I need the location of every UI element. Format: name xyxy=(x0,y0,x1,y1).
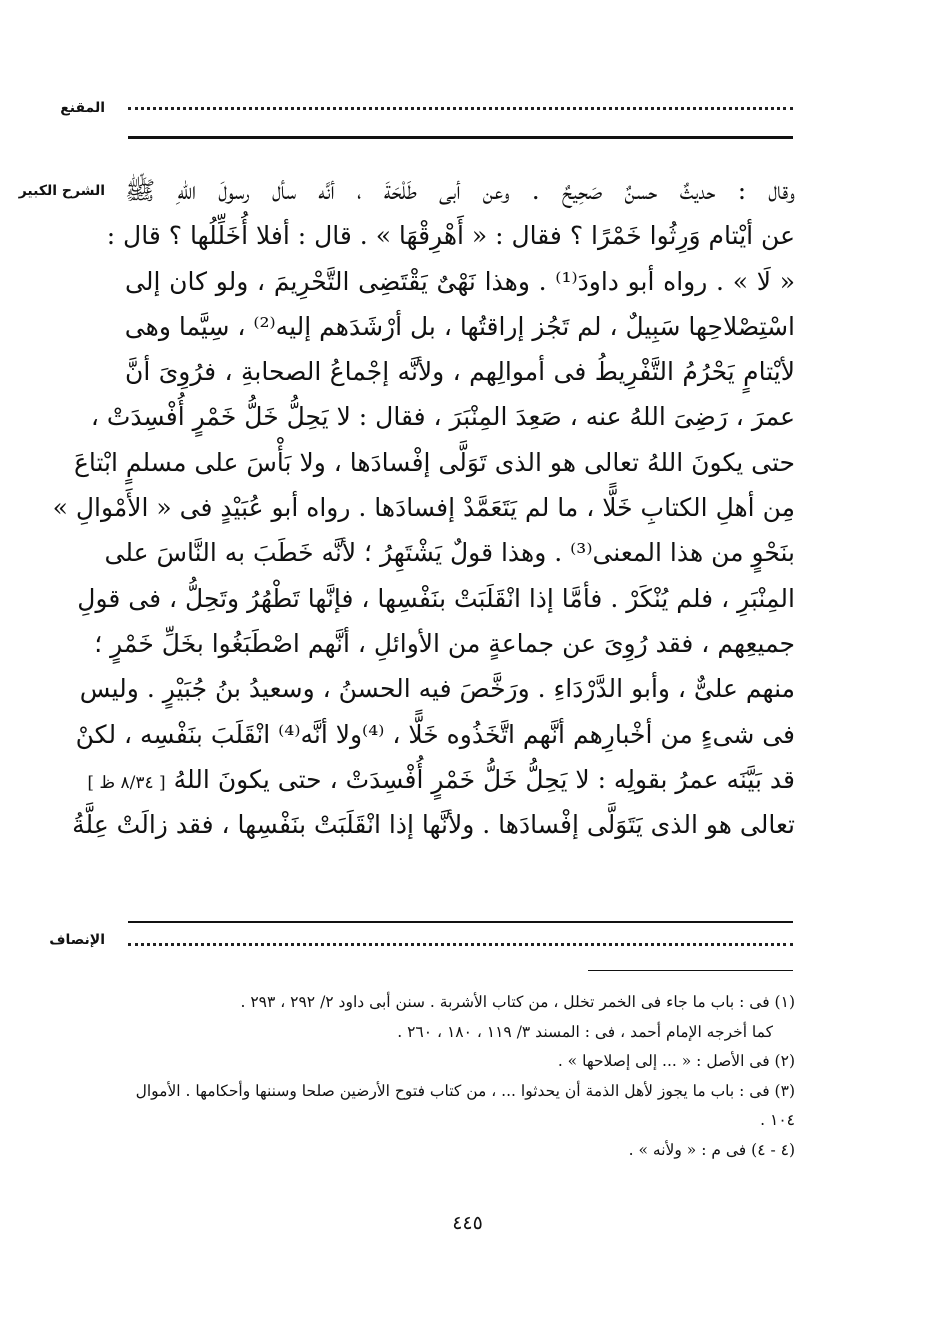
text-line: « لَا » . رواه أبو داودَ⁽¹⁾ . وهذا نَهْىٌ يَقْتَضِى التَّحْرِيمَ ، ولو كان إلى xyxy=(125,266,795,296)
text-line: اسْتِصْلاحِها سَبِيلٌ ، لم تَجُز إراقتُها ، بل أرْشَدَهم إليه⁽²⁾ ، سِيَّما وهى xyxy=(124,311,795,341)
bottom-dotted-line xyxy=(128,943,793,946)
text-line: عن أيْتام وَرِثُوا خَمْرًا ؟ فقال : « أَهْرِقْهَا » . قال : أفلا أُخَلِّلُها ؟ قال : xyxy=(106,221,795,251)
footnote: كما أخرجه الإمام أحمد ، فى : المسند ٣/ ١١٩ ، ١٨٠ ، ٢٦٠ . xyxy=(397,1022,773,1041)
footnote: (١) فى : باب ما جاء فى الخمر تخلل ، من كتاب الأشربة . سنن أبى داود ٢/ ٢٩٢ ، ٢٩٣ . xyxy=(240,993,795,1011)
bottom-side-label: الإنصاف xyxy=(49,932,105,948)
footnotes xyxy=(125,988,795,1165)
top-rule xyxy=(128,136,793,139)
text-line: لأيْتامٍ يَحْرُمُ التَّفْرِيطُ فى أموالِهم ، ولأنَّه إجْماعُ الصحابةِ ، فرُوِىَ أنَّ xyxy=(125,357,795,387)
text-line: تعالى هو الذى يَتَوَلَّى إفْسادَها . ولأنَّها إذا انْقَلَبَتْ بنَفْسِها ، فقد زالَتْ عِلَّةُ xyxy=(72,810,795,840)
text-line: عمرَ ، رَضِىَ اللهُ عنه ، صَعِدَ المِنْبَرَ ، فقال : لا يَحِلُّ خَلُّ خَمْرٍ أُفْسِدَتْ ، xyxy=(90,402,795,432)
text-line: المِنْبَرِ ، فلم يُنْكَرْ . فأمَّا إذا انْقَلَبَتْ بنَفْسِها ، فإنَّها تَطْهُرُ وتَحِلُّ ، فى قولِ xyxy=(77,583,795,613)
margin-reference: [ ٨/٣٤ ظ ] xyxy=(87,772,166,793)
top-dotted-line xyxy=(128,107,793,110)
bottom-rule xyxy=(128,921,793,923)
footnote: (٢) فى الأصل : « ... إلى إصلاحها » . xyxy=(557,1052,795,1070)
footnote: ١٠٤ . xyxy=(760,1111,795,1129)
footnote-separator xyxy=(588,970,793,971)
text-line: فى شىءٍ من أخْبارِهم أنَّهم اتَّخَذُوه خَلًّا ، ⁽⁴⁾ولا أنَّه⁽⁴⁾ انْقَلَبَ بنَفْسِه ، لكنْ xyxy=(75,719,795,749)
footnote: (٣) فى : باب ما يجوز لأهل الذمة أن يحدثوا ... ، من كتاب فتوح الأرضين صلحا وسننها وأحكامها . الأموال xyxy=(135,1081,795,1100)
text-line: بنَحْوٍ من هذا المعنى⁽³⁾ . وهذا قولٌ يَشْتَهِرُ ؛ لأنَّه خَطَبَ به النَّاسَ على xyxy=(104,538,795,568)
text-line: منهم علىٌّ ، وأبو الدَّرْدَاءِ . ورَخَّصَ فيه الحسنُ ، وسعيدُ بنُ جُبَيْرٍ . وليس xyxy=(79,674,795,704)
footnote: (٤ - ٤) فى م : « ولأنه » . xyxy=(628,1140,795,1159)
text-line xyxy=(87,757,795,802)
page-number: ٤٤٥ xyxy=(452,1212,483,1234)
text-line: مِن أهلِ الكتابِ خَلًّا ، ما لم يَتَعَمَّدْ إفسادَها . رواه أبو عُبَيْدٍ فى « الأَمْوالِ » xyxy=(52,493,795,523)
text-line: حتى يكونَ اللهُ تعالى هو الذى تَوَلَّى إفْسادَها ، ولا بَأْسَ على مسلمٍ ابْتاعَ xyxy=(73,447,795,477)
middle-side-label: الشرح الكبير xyxy=(18,183,105,199)
text-line: جميعِهم ، فقد رُوِىَ عن جماعةٍ من الأوائلِ ، أنَّهم اصْطَبَغُوا بخَلِّ خَمْرٍ ؛ xyxy=(94,628,795,658)
text-line: وقال : حديثٌ حسنٌ صَحِيحٌ . وعن أبى طَلْحَةَ ، أنَّه سأل رسولَ اللهِ ﷺ xyxy=(125,176,795,205)
top-side-label: المقنع xyxy=(60,100,105,116)
text-line-content: قد بَيَّنَه عمرُ بقولِه : لا يَحِلُّ خَلُّ خَمْرٍ أُفْسِدَتْ ، حتى يكونَ اللهُ xyxy=(173,764,795,794)
